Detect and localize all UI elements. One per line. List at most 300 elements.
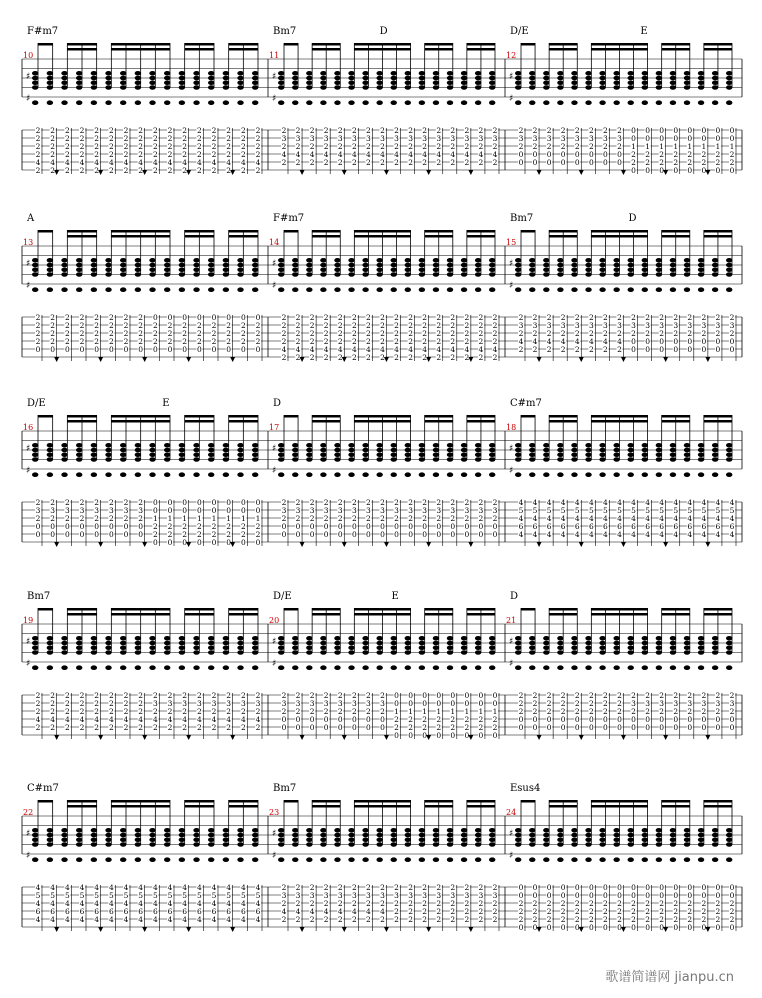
fret-number: 3 bbox=[729, 321, 735, 330]
fret-number: 2 bbox=[94, 707, 100, 716]
notehead bbox=[599, 71, 605, 76]
notehead bbox=[76, 272, 82, 277]
fret-number: 2 bbox=[351, 353, 357, 362]
beam bbox=[38, 800, 53, 803]
notehead bbox=[208, 287, 214, 292]
notehead bbox=[376, 258, 382, 263]
fret-number: 2 bbox=[337, 899, 343, 908]
fret-number: 4 bbox=[196, 158, 202, 167]
fret-number: 2 bbox=[588, 915, 594, 924]
fret-number: 4 bbox=[436, 345, 442, 354]
beam bbox=[38, 230, 53, 233]
notehead bbox=[252, 645, 258, 650]
beam bbox=[67, 48, 96, 51]
fret-number: 2 bbox=[50, 166, 56, 175]
fret-number: 0 bbox=[631, 134, 636, 143]
fret-number: 2 bbox=[281, 498, 287, 507]
notehead bbox=[461, 267, 467, 272]
fret-number: 2 bbox=[309, 899, 315, 908]
notehead bbox=[320, 258, 326, 263]
notehead bbox=[120, 272, 126, 277]
fret-number: 2 bbox=[79, 329, 85, 338]
notehead bbox=[726, 828, 732, 833]
fret-number: 2 bbox=[94, 166, 100, 175]
notehead bbox=[726, 443, 732, 448]
notehead bbox=[712, 287, 718, 292]
key-signature: ♯ bbox=[509, 637, 514, 647]
fret-number: 0 bbox=[701, 345, 707, 354]
notehead bbox=[348, 645, 354, 650]
notehead bbox=[405, 828, 411, 833]
notehead bbox=[656, 857, 662, 862]
fret-number: 0 bbox=[337, 530, 343, 539]
notehead bbox=[585, 100, 591, 105]
key-signature: ♯ bbox=[509, 659, 514, 669]
notehead bbox=[461, 641, 467, 646]
fret-number: 0 bbox=[701, 166, 707, 175]
strum-arrow bbox=[300, 735, 305, 740]
fret-number: 0 bbox=[394, 530, 399, 539]
fret-number: 2 bbox=[687, 707, 693, 716]
fret-number: 2 bbox=[351, 498, 357, 507]
fret-number: 2 bbox=[123, 498, 129, 507]
fret-number: 2 bbox=[408, 723, 413, 732]
notehead bbox=[91, 828, 97, 833]
fret-number: 6 bbox=[35, 907, 41, 916]
fret-number: 2 bbox=[79, 699, 85, 708]
fret-number: 2 bbox=[323, 313, 329, 322]
fret-number: 2 bbox=[518, 907, 524, 916]
notehead bbox=[712, 80, 718, 85]
fret-number: 2 bbox=[337, 353, 343, 362]
fret-number: 4 bbox=[673, 498, 679, 507]
fret-number: 5 bbox=[79, 891, 85, 900]
fret-number: 0 bbox=[518, 923, 524, 932]
fret-number: 2 bbox=[687, 158, 693, 167]
fret-number: 2 bbox=[673, 707, 679, 716]
fret-number: 2 bbox=[64, 150, 70, 159]
fret-number: 0 bbox=[617, 150, 622, 159]
fret-number: 2 bbox=[50, 498, 56, 507]
notehead bbox=[61, 287, 67, 292]
fret-number: 3 bbox=[167, 699, 173, 708]
fret-number: 4 bbox=[123, 715, 129, 724]
notehead bbox=[529, 857, 535, 862]
notehead bbox=[237, 85, 243, 90]
fret-number: 2 bbox=[422, 321, 428, 330]
notehead bbox=[698, 457, 704, 462]
fret-number: 2 bbox=[645, 150, 650, 159]
notehead bbox=[726, 472, 732, 477]
notehead bbox=[571, 837, 577, 842]
notehead bbox=[47, 833, 53, 838]
fret-number: 4 bbox=[492, 345, 498, 354]
notehead bbox=[362, 828, 368, 833]
fret-number: 4 bbox=[50, 715, 56, 724]
notehead bbox=[515, 641, 521, 646]
notehead bbox=[223, 457, 229, 462]
notehead bbox=[348, 833, 354, 838]
fret-number: 2 bbox=[478, 498, 484, 507]
fret-number: 2 bbox=[138, 321, 144, 330]
notehead bbox=[684, 842, 690, 847]
fret-number: 4 bbox=[546, 514, 552, 523]
notehead bbox=[489, 443, 495, 448]
notehead bbox=[642, 842, 648, 847]
fret-number: 6 bbox=[138, 907, 144, 916]
fret-number: 3 bbox=[152, 699, 158, 708]
notehead bbox=[362, 263, 368, 268]
fret-number: 0 bbox=[351, 723, 357, 732]
notehead bbox=[61, 650, 67, 655]
notehead bbox=[76, 837, 82, 842]
notehead bbox=[61, 837, 67, 842]
notehead bbox=[571, 665, 577, 670]
notehead bbox=[193, 263, 199, 268]
fret-number: 3 bbox=[138, 506, 144, 515]
fret-number: 4 bbox=[588, 530, 594, 539]
notehead bbox=[447, 645, 453, 650]
notehead bbox=[475, 842, 481, 847]
notehead bbox=[489, 287, 495, 292]
notehead bbox=[193, 448, 199, 453]
notehead bbox=[135, 641, 141, 646]
notehead bbox=[61, 636, 67, 641]
fret-number: 2 bbox=[226, 707, 232, 716]
notehead bbox=[557, 80, 563, 85]
notehead bbox=[726, 641, 732, 646]
fret-number: 4 bbox=[152, 883, 158, 892]
notehead bbox=[278, 85, 284, 90]
notehead bbox=[320, 287, 326, 292]
notehead bbox=[164, 448, 170, 453]
notehead bbox=[712, 263, 718, 268]
fret-number: 2 bbox=[255, 691, 261, 700]
fret-number: 1 bbox=[450, 707, 456, 716]
system-5 bbox=[22, 783, 742, 932]
fret-number: 2 bbox=[546, 899, 552, 908]
fret-number: 0 bbox=[380, 530, 385, 539]
fret-number: 3 bbox=[366, 699, 371, 708]
notehead bbox=[334, 272, 340, 277]
fret-number: 2 bbox=[108, 498, 114, 507]
fret-number: 2 bbox=[408, 337, 413, 346]
notehead bbox=[475, 272, 481, 277]
notehead bbox=[320, 85, 326, 90]
notehead bbox=[599, 272, 605, 277]
notehead bbox=[529, 665, 535, 670]
fret-number: 2 bbox=[211, 530, 217, 539]
fret-number: 2 bbox=[323, 691, 329, 700]
notehead bbox=[475, 665, 481, 670]
fret-number: 0 bbox=[182, 498, 188, 507]
fret-number: 2 bbox=[574, 699, 580, 708]
notehead bbox=[76, 448, 82, 453]
fret-number: 0 bbox=[546, 891, 552, 900]
fret-number: 0 bbox=[337, 522, 343, 531]
notehead bbox=[320, 71, 326, 76]
notehead bbox=[334, 472, 340, 477]
fret-number: 4 bbox=[94, 883, 100, 892]
notehead bbox=[120, 80, 126, 85]
notehead bbox=[362, 85, 368, 90]
fret-number: 2 bbox=[546, 313, 552, 322]
beam bbox=[111, 48, 170, 51]
fret-number: 0 bbox=[588, 150, 594, 159]
notehead bbox=[135, 857, 141, 862]
notehead bbox=[135, 100, 141, 105]
fret-number: 2 bbox=[295, 321, 301, 330]
notehead bbox=[237, 272, 243, 277]
notehead bbox=[557, 85, 563, 90]
fret-number: 2 bbox=[546, 915, 552, 924]
notehead bbox=[613, 443, 619, 448]
fret-number: 4 bbox=[729, 498, 735, 507]
fret-number: 2 bbox=[108, 337, 114, 346]
notehead bbox=[585, 71, 591, 76]
fret-number: 3 bbox=[436, 891, 442, 900]
fret-number: 2 bbox=[574, 907, 580, 916]
notehead bbox=[642, 665, 648, 670]
fret-number: 2 bbox=[138, 134, 144, 143]
fret-number: 4 bbox=[123, 883, 129, 892]
fret-number: 2 bbox=[309, 126, 315, 135]
notehead bbox=[585, 665, 591, 670]
notehead bbox=[489, 645, 495, 650]
notehead bbox=[391, 828, 397, 833]
beam bbox=[467, 43, 495, 46]
fret-number: 2 bbox=[138, 691, 144, 700]
notehead bbox=[32, 287, 38, 292]
notehead bbox=[433, 833, 439, 838]
fret-number: 4 bbox=[240, 883, 246, 892]
fret-number: 2 bbox=[64, 321, 70, 330]
fret-number: 4 bbox=[546, 498, 552, 507]
fret-number: 2 bbox=[588, 899, 594, 908]
fret-number: 2 bbox=[337, 158, 343, 167]
notehead bbox=[320, 443, 326, 448]
measure-number: 18 bbox=[506, 423, 517, 432]
notehead bbox=[684, 665, 690, 670]
notehead bbox=[557, 636, 563, 641]
notehead bbox=[61, 645, 67, 650]
fret-number: 1 bbox=[478, 707, 484, 716]
fret-number: 2 bbox=[50, 723, 56, 732]
notehead bbox=[571, 857, 577, 862]
fret-number: 2 bbox=[394, 915, 399, 924]
strum-arrow bbox=[300, 170, 305, 175]
notehead bbox=[223, 100, 229, 105]
fret-number: 2 bbox=[123, 126, 129, 135]
fret-number: 0 bbox=[659, 715, 665, 724]
notehead bbox=[447, 448, 453, 453]
fret-number: 2 bbox=[79, 166, 85, 175]
notehead bbox=[362, 665, 368, 670]
fret-number: 4 bbox=[152, 915, 158, 924]
notehead bbox=[179, 452, 185, 457]
notehead bbox=[208, 448, 214, 453]
notehead bbox=[670, 452, 676, 457]
fret-number: 0 bbox=[108, 345, 114, 354]
fret-number: 4 bbox=[182, 899, 188, 908]
notehead bbox=[149, 100, 155, 105]
fret-number: 2 bbox=[138, 142, 144, 151]
notehead bbox=[515, 272, 521, 277]
fret-number: 4 bbox=[182, 883, 188, 892]
notehead bbox=[419, 472, 425, 477]
fret-number: 4 bbox=[337, 907, 343, 916]
notehead bbox=[164, 272, 170, 277]
notehead bbox=[376, 650, 382, 655]
fret-number: 2 bbox=[323, 158, 329, 167]
fret-number: 2 bbox=[255, 134, 261, 143]
fret-number: 2 bbox=[182, 707, 188, 716]
notehead bbox=[447, 443, 453, 448]
notehead bbox=[447, 665, 453, 670]
fret-number: 2 bbox=[123, 514, 129, 523]
fret-number: 4 bbox=[295, 907, 301, 916]
fret-number: 2 bbox=[323, 707, 329, 716]
strum-arrow bbox=[142, 542, 147, 547]
fret-number: 4 bbox=[240, 915, 246, 924]
strum-arrow bbox=[342, 170, 347, 175]
fret-number: 4 bbox=[574, 530, 580, 539]
notehead bbox=[447, 85, 453, 90]
notehead bbox=[208, 650, 214, 655]
fret-number: 2 bbox=[123, 337, 129, 346]
fret-number: 0 bbox=[532, 158, 538, 167]
fret-number: 2 bbox=[450, 899, 456, 908]
strum-arrow bbox=[186, 927, 191, 932]
fret-number: 0 bbox=[281, 522, 287, 531]
notehead bbox=[91, 641, 97, 646]
notehead bbox=[515, 80, 521, 85]
notehead bbox=[489, 267, 495, 272]
fret-number: 0 bbox=[436, 731, 442, 740]
fret-number: 0 bbox=[631, 715, 636, 724]
fret-number: 2 bbox=[464, 158, 470, 167]
fret-number: 0 bbox=[701, 126, 707, 135]
fret-number: 2 bbox=[422, 337, 428, 346]
notehead bbox=[334, 833, 340, 838]
notehead bbox=[120, 443, 126, 448]
fret-number: 2 bbox=[35, 337, 41, 346]
beam bbox=[111, 235, 170, 238]
fret-number: 2 bbox=[673, 313, 679, 322]
notehead bbox=[252, 842, 258, 847]
fret-number: 2 bbox=[309, 313, 315, 322]
beam bbox=[704, 800, 732, 803]
notehead bbox=[252, 650, 258, 655]
notehead bbox=[334, 80, 340, 85]
fret-number: 0 bbox=[79, 522, 85, 531]
fret-number: 2 bbox=[196, 142, 202, 151]
notehead bbox=[557, 650, 563, 655]
notehead bbox=[120, 842, 126, 847]
beam bbox=[704, 415, 732, 418]
notehead bbox=[726, 452, 732, 457]
notehead bbox=[252, 258, 258, 263]
fret-number: 2 bbox=[450, 158, 456, 167]
fret-number: 2 bbox=[167, 126, 173, 135]
key-signature: ♯ bbox=[26, 259, 31, 269]
fret-number: 2 bbox=[478, 723, 484, 732]
fret-number: 2 bbox=[492, 142, 498, 151]
fret-number: 2 bbox=[255, 723, 261, 732]
notehead bbox=[461, 287, 467, 292]
fret-number: 0 bbox=[729, 166, 735, 175]
fret-number: 2 bbox=[50, 321, 56, 330]
notehead bbox=[376, 272, 382, 277]
fret-number: 0 bbox=[687, 345, 693, 354]
beam bbox=[354, 235, 410, 238]
notehead bbox=[164, 452, 170, 457]
notehead bbox=[585, 443, 591, 448]
notehead bbox=[91, 263, 97, 268]
beam bbox=[354, 230, 410, 233]
fret-number: 2 bbox=[588, 691, 594, 700]
notehead bbox=[613, 641, 619, 646]
fret-number: 4 bbox=[309, 907, 315, 916]
fret-number: 0 bbox=[560, 923, 566, 932]
fret-number: 2 bbox=[309, 514, 315, 523]
notehead bbox=[306, 100, 312, 105]
fret-number: 2 bbox=[281, 899, 287, 908]
notehead bbox=[571, 76, 577, 81]
measure-number: 12 bbox=[506, 51, 517, 60]
notehead bbox=[698, 258, 704, 263]
notehead bbox=[164, 71, 170, 76]
notehead bbox=[306, 837, 312, 842]
notehead bbox=[179, 71, 185, 76]
fret-number: 2 bbox=[167, 707, 173, 716]
fret-number: 2 bbox=[182, 329, 188, 338]
notehead bbox=[362, 457, 368, 462]
measure-number: 22 bbox=[23, 808, 34, 817]
notehead bbox=[149, 267, 155, 272]
notehead bbox=[208, 267, 214, 272]
fret-number: 6 bbox=[123, 907, 129, 916]
notehead bbox=[164, 76, 170, 81]
fret-number: 2 bbox=[450, 353, 456, 362]
notehead bbox=[61, 842, 67, 847]
fret-number: 2 bbox=[240, 150, 246, 159]
notehead bbox=[515, 267, 521, 272]
fret-number: 1 bbox=[492, 707, 498, 716]
notehead bbox=[47, 636, 53, 641]
fret-number: 2 bbox=[546, 907, 552, 916]
fret-number: 2 bbox=[138, 329, 144, 338]
notehead bbox=[120, 71, 126, 76]
fret-number: 2 bbox=[492, 158, 498, 167]
fret-number: 0 bbox=[631, 337, 636, 346]
fret-number: 2 bbox=[323, 883, 329, 892]
fret-number: 2 bbox=[295, 329, 301, 338]
fret-number: 2 bbox=[560, 899, 566, 908]
notehead bbox=[334, 267, 340, 272]
fret-number: 3 bbox=[380, 891, 385, 900]
notehead bbox=[670, 443, 676, 448]
fret-number: 0 bbox=[167, 506, 173, 515]
notehead bbox=[585, 857, 591, 862]
beam bbox=[312, 48, 340, 51]
notehead bbox=[348, 650, 354, 655]
notehead bbox=[376, 833, 382, 838]
notehead bbox=[557, 472, 563, 477]
notehead bbox=[32, 472, 38, 477]
fret-number: 0 bbox=[492, 731, 498, 740]
fret-number: 2 bbox=[64, 699, 70, 708]
